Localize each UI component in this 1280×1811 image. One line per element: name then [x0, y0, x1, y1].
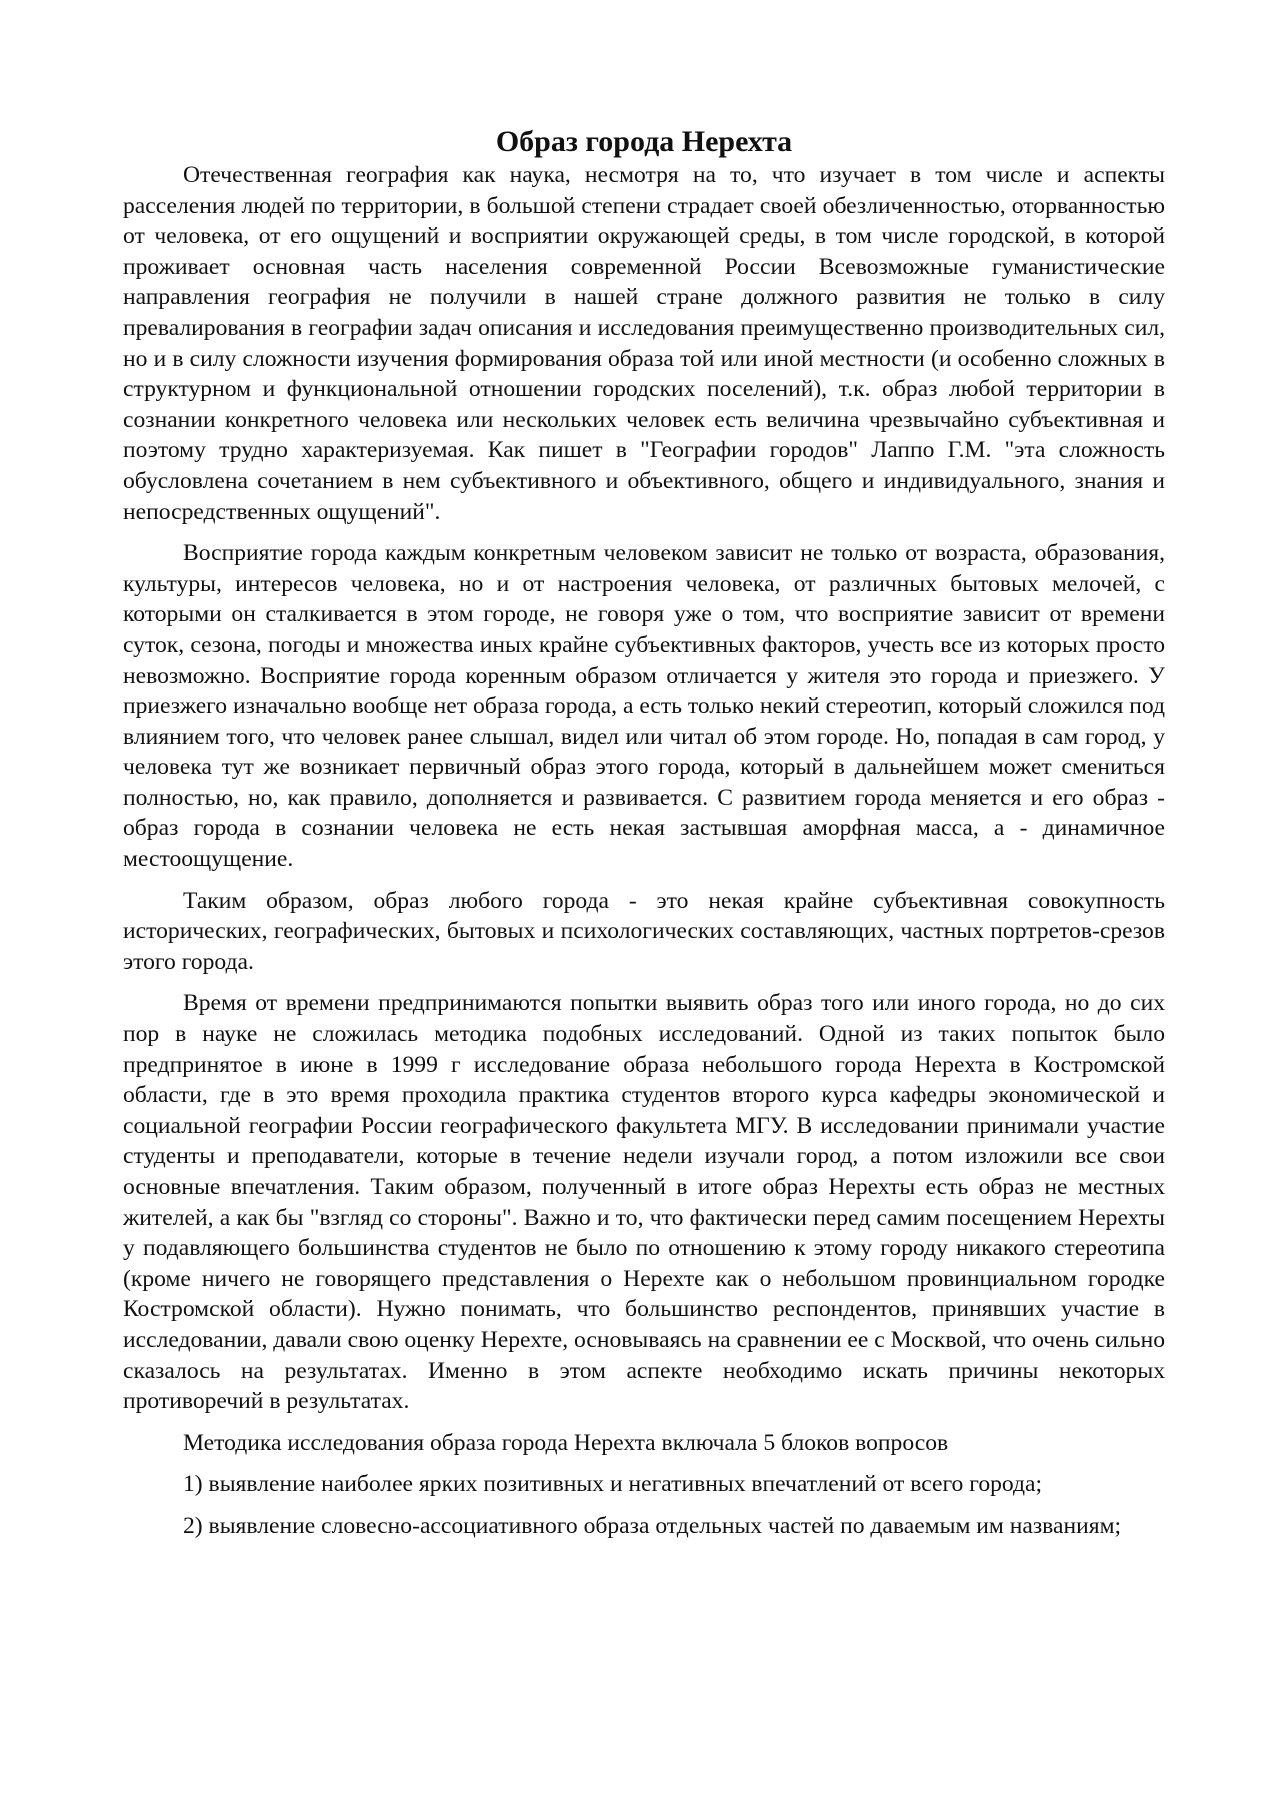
paragraph-intro: Отечественная география как наука, несмотря на то, что изучает в том числе и аспекты расселения людей по территории, в большой степени страдает своей обезличенностью, оторванностью от человека, от его ощущений и восприятии окружающей среды, в том числе городской, в которой проживает основная часть населения современной России Всевозможные гуманистические направления география не получили в нашей стране должного развития не только в силу превалирования в географии задач описания и исследования преимущественно производительных сил, но и в силу сложности изучения формирования образа той или иной местности (и особенно сложных в структурном и функциональной отношении городских поселений), т.к. образ любой территории в сознании конкретного человека или нескольких человек есть величина чрезвычайно субъективная и поэтому трудно характеризуемая. Как пишет в "Географии городов" Лаппо Г.М. "эта сложность обусловлена сочетанием в нем субъективного и объективного, общего и индивидуального, знания и непосредственных ощущений". [123, 162, 1165, 525]
paragraph-summary: Таким образом, образ любого города - это некая крайне субъективная совокупность исторических, географических, бытовых и психологических составляющих, частных портретов-срезов этого города. [123, 887, 1165, 975]
paragraph-item-1: 1) выявление наиболее ярких позитивных и негативных впечатлений от всего города; [183, 1471, 1043, 1498]
paragraph-perception: Восприятие города каждым конкретным человеком зависит не только от возраста, образования, культуры, интересов человека, но и от настроения человека, от различных бытовых мелочей, с которыми он сталкивается в этом городе, не говоря уже о том, что восприятие зависит от времени суток, сезона, погоды и множества иных крайне субъективных факторов, учесть все из которых просто невозможно. Восприятие города коренным образом отличается у жителя это города и приезжего. У приезжего изначально вообще нет образа города, а есть только некий стереотип, который сложился под влиянием того, что человек ранее слышал, видел или читал об этом городе. Но, попадая в сам город, у человека тут же возникает первичный образ этого города, который в дальнейшем может смениться полностью, но, как правило, дополняется и развивается. С развитием города меняется и его образ - образ города в сознании человека не есть некая застывшая аморфная масса, а - динамичное местоощущение. [123, 540, 1165, 873]
paragraph-method: Методика исследования образа города Нерехта включала 5 блоков вопросов [183, 1429, 949, 1456]
paragraph-research: Время от времени предпринимаются попытки выявить образ того или иного города, но до сих пор в науке не сложилась методика подобных исследований. Одной из таких попыток было предпринятое в июне в 1999 г исследование образа небольшого города Нерехта в Костромской области, где в это время проходила практика студентов второго курса кафедры экономической и социальной географии России географического факультета МГУ. В исследовании принимали участие студенты и преподаватели, которые в течение недели изучали город, а потом изложили все свои основные впечатления. Таким образом, полученный в итоге образ Нерехты есть образ не местных жителей, а как бы "взгляд со стороны". Важно и то, что фактически перед самим посещением Нерехты у подавляющего большинства студентов не было по отношению к этому городу никакого стереотипа (кроме ничего не говорящего представления о Нерехте как о небольшом провинциальном городке Костромской области). Нужно понимать, что большинство респондентов, принявших участие в исследовании, давали свою оценку Нерехте, основываясь на сравнении ее с Москвой, что очень сильно сказалось на результатах. Именно в этом аспекте необходимо искать причины некоторых противоречий в результатах. [123, 990, 1165, 1415]
paragraph-item-2: 2) выявление словесно-ассоциативного образа отдельных частей по даваемым им названиям; [183, 1512, 1122, 1539]
document-body [123, 124, 1165, 1542]
document-title: Образ города Нерехта [495, 125, 793, 158]
